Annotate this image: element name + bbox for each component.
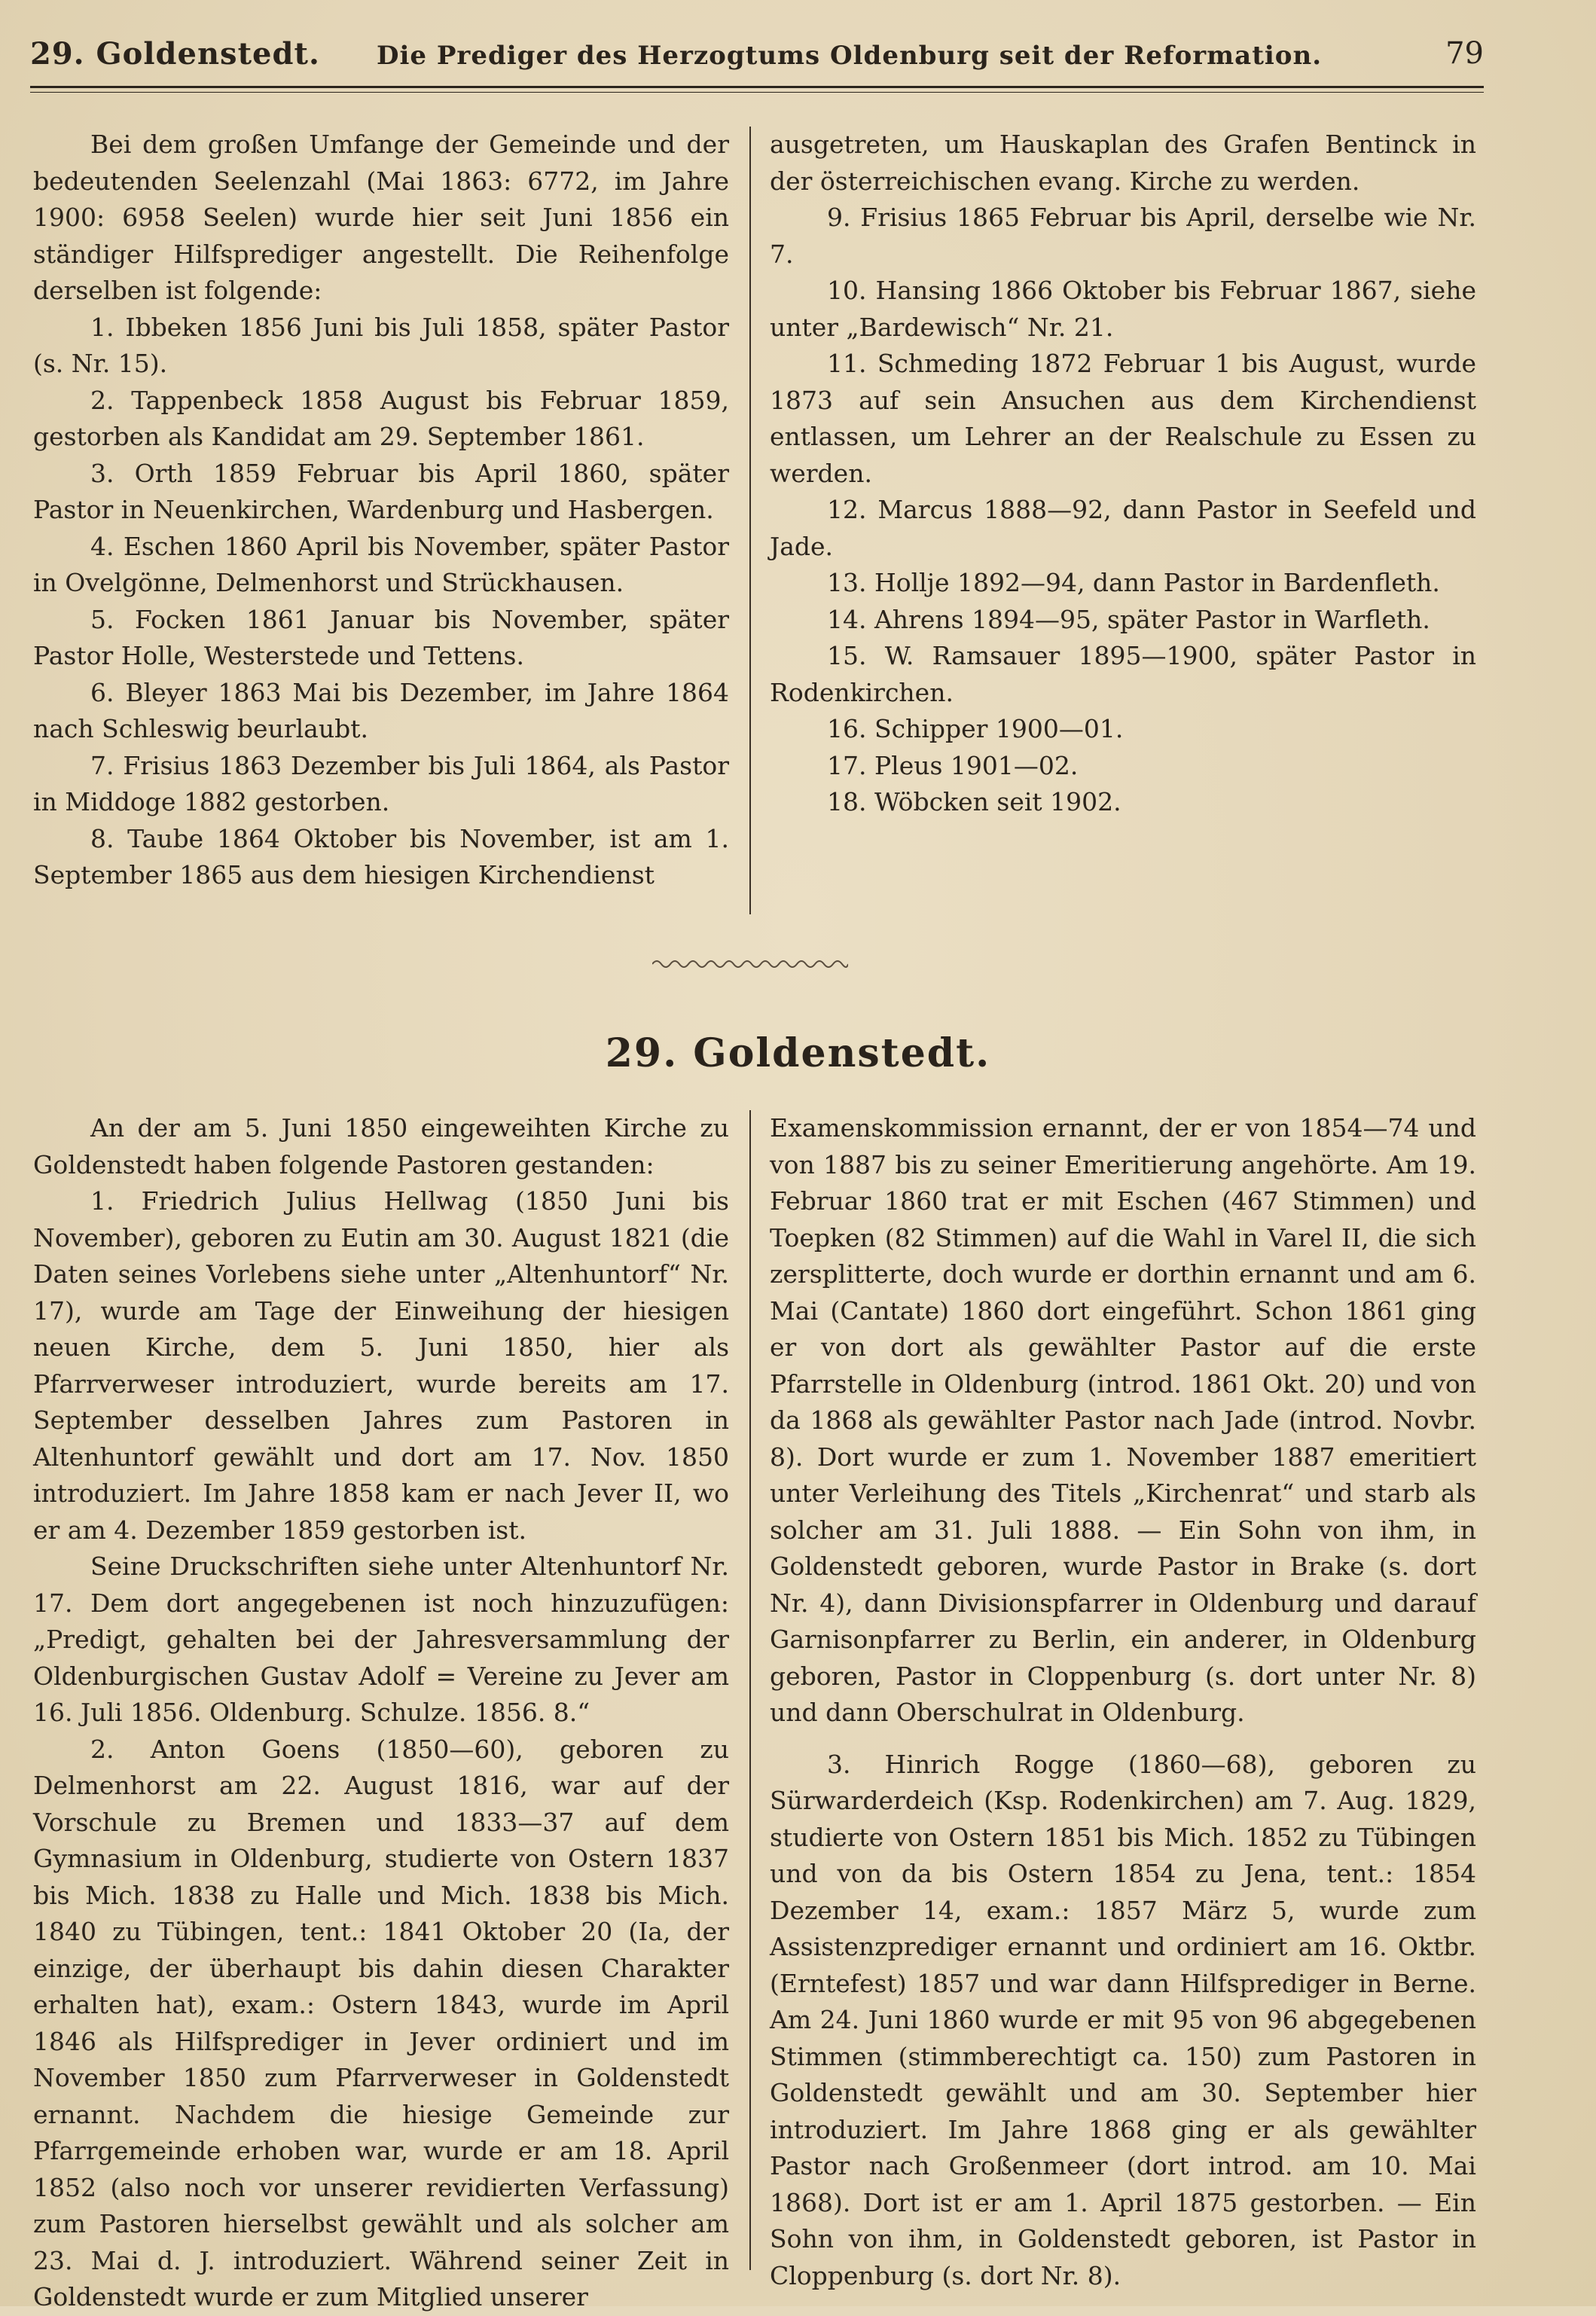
list-item: 4. Eschen 1860 April bis November, später Pastor in Ovelgönne, Delmenhorst und Strückhausen. (33, 531, 729, 597)
paragraph: Bei dem großen Umfange der Gemeinde und der bedeutenden Seelenzahl (Mai 1863: 6772, im Jahre 1900: 6958 Seelen) wurde hier seit Juni 1856 ein ständiger Hilfsprediger angestellt. Die Reihenfolge derselben ist folgende: (33, 130, 729, 305)
list-item: 8. Taube 1864 Oktober bis November, ist am 1. September 1865 aus dem hiesigen Kirchendienst (33, 823, 729, 889)
paragraph: 3. Hinrich Rogge (1860—68), geboren zu Sürwarderdeich (Ksp. Rodenkirchen) am 7. Aug. 1829, studierte von Ostern 1851 bis Mich. 1852 zu Tübingen und von da bis Ostern 1854 zu Jena, tent.: 1854 Dezember 14, exam.: 1857 März 5, wurde zum Assistenzprediger ernannt und ordiniert am 16. Oktbr. (Erntefest) 1857 und war dann Hilfsprediger in Berne. Am 24. Juni 1860 wurde er mit 95 von 96 abgegebenen Stimmen (stimmberechtigt ca. 150) zum Pastoren in Goldenstedt gewählt und am 30. September hier introduziert. Im Jahre 1868 ging er als gewählter Pastor nach Großenmeer (dort introd. am 10. Mai 1868). Dort ist er am 1. April 1875 gestorben. — Ein Sohn von ihm, in Goldenstedt geboren, ist Pastor in Cloppenburg (s. dort Nr. 8). (770, 1749, 1476, 2290)
top-right-column (770, 127, 1476, 821)
list-item: 14. Ahrens 1894—95, später Pastor in Warfleth. (827, 604, 1430, 634)
list-item: 12. Marcus 1888—92, dann Pastor in Seefeld und Jade. (770, 495, 1476, 561)
header-rule-thin (30, 92, 1484, 93)
list-item: 6. Bleyer 1863 Mai bis Dezember, im Jahre 1864 nach Schleswig beurlaubt. (33, 677, 729, 743)
list-item: 1. Ibbeken 1856 Juni bis Juli 1858, später Pastor (s. Nr. 15). (33, 312, 729, 378)
paragraph: Seine Druckschriften siehe unter Altenhuntorf Nr. 17. Dem dort angegebenen ist noch hinzuzufügen: „Predigt, gehalten bei der Jahresversammlung der Oldenburgischen Gustav Adolf = Vereine zu Jever am 16. Juli 1856. Oldenburg. Schulze. 1856. 8.“ (33, 1552, 729, 1727)
top-left-column (33, 127, 729, 894)
list-item: 7. Frisius 1863 Dezember bis Juli 1864, als Pastor in Middoge 1882 gestorben. (33, 750, 729, 816)
list-item: 9. Frisius 1865 Februar bis April, derselbe wie Nr. 7. (770, 203, 1476, 269)
header-book-title: Die Prediger des Herzogtums Oldenburg seit der Reformation. (377, 41, 1323, 71)
list-item: 18. Wöbcken seit 1902. (827, 787, 1121, 816)
list-item: 5. Focken 1861 Januar bis November, später Pastor Holle, Westerstede und Tettens. (33, 604, 729, 670)
bottom-right-column (770, 1110, 1476, 2294)
column-divider (749, 1110, 751, 2270)
list-item: 17. Pleus 1901—02. (827, 750, 1079, 780)
list-item: 11. Schmeding 1872 Februar 1 bis August, wurde 1873 auf sein Ansuchen aus dem Kirchendienst entlassen, um Lehrer an der Realschule zu Essen zu werden. (770, 349, 1476, 488)
paragraph: 1. Friedrich Julius Hellwag (1850 Juni bis November), geboren zu Eutin am 30. August 1821 (die Daten seines Vorlebens siehe unter „Altenhuntorf“ Nr. 17), wurde am Tage der Einweihung der hiesigen neuen Kirche, dem 5. Juni 1850, hier als Pfarrverweser introduziert, wurde bereits am 17. September desselben Jahres zum Pastoren in Altenhuntorf gewählt und dort am 17. Nov. 1850 introduziert. Im Jahre 1858 kam er nach Jever II, wo er am 4. Dezember 1859 gestorben ist. (33, 1186, 729, 1545)
paragraph: 2. Anton Goens (1850—60), geboren zu Delmenhorst am 22. August 1816, war auf der Vorschule zu Bremen und 1833—37 auf dem Gymnasium in Oldenburg, studierte von Ostern 1837 bis Mich. 1838 zu Halle und Mich. 1838 bis Mich. 1840 zu Tübingen, tent.: 1841 Oktober 20 (Ia, der einzige, der überhaupt bis dahin diesen Charakter erhalten hat), exam.: Ostern 1843, wurde im April 1846 als Hilfsprediger in Jever ordiniert und im November 1850 zum Pfarrverweser in Goldenstedt ernannt. Nachdem die hiesige Gemeinde zur Pfarrgemeinde erhoben war, wurde er am 18. April 1852 (also noch vor unserer revidierten Verfassung) zum Pastoren hierselbst gewählt und als solcher am 23. Mai d. J. introduziert. Während seiner Zeit in Goldenstedt wurde er zum Mitglied unserer (33, 1734, 729, 2311)
bottom-left-column (33, 1110, 729, 2316)
list-item: 10. Hansing 1866 Oktober bis Februar 1867, siehe unter „Bardewisch“ Nr. 21. (770, 276, 1476, 342)
running-header (30, 36, 1484, 81)
paragraph: ausgetreten, um Hauskaplan des Grafen Bentinck in der österreichischen evang. Kirche zu werden. (770, 130, 1476, 196)
header-rule (30, 86, 1484, 88)
section-heading: 29. Goldenstedt. (605, 1030, 991, 1076)
ornament-divider (652, 955, 848, 973)
list-item: 2. Tappenbeck 1858 August bis Februar 1859, gestorben als Kandidat am 29. September 1861. (33, 385, 729, 451)
column-divider (749, 127, 751, 914)
list-item: 3. Orth 1859 Februar bis April 1860, später Pastor in Neuenkirchen, Wardenburg und Hasbergen. (33, 458, 729, 524)
header-section-title: 29. Goldenstedt. (30, 36, 320, 72)
paragraph: An der am 5. Juni 1850 eingeweihten Kirche zu Goldenstedt haben folgende Pastoren gestanden: (33, 1113, 729, 1179)
list-item: 16. Schipper 1900—01. (827, 714, 1124, 743)
list-item: 15. W. Ramsauer 1895—1900, später Pastor in Rodenkirchen. (770, 641, 1476, 707)
list-item: 13. Hollje 1892—94, dann Pastor in Bardenfleth. (827, 568, 1440, 597)
page-number: 79 (1445, 36, 1484, 71)
paragraph: Examenskommission ernannt, der er von 1854—74 und von 1887 bis zu seiner Emeritierung angehörte. Am 19. Februar 1860 trat er mit Eschen (467 Stimmen) und Toepken (82 Stimmen) auf die Wahl in Varel II, die sich zersplitterte, doch wurde er dorthin ernannt und am 6. Mai (Cantate) 1860 dort eingeführt. Schon 1861 ging er von dort als gewählter Pastor auf die erste Pfarrstelle in Oldenburg (introd. 1861 Okt. 20) und von da 1868 als gewählter Pastor nach Jade (introd. Novbr. 8). Dort wurde er zum 1. November 1887 emeritiert unter Verleihung des Titels „Kirchenrat“ und starb als solcher am 31. Juli 1888. — Ein Sohn von ihm, in Goldenstedt geboren, wurde Pastor in Brake (s. dort Nr. 4), dann Divisionspfarrer in Oldenburg und darauf Garnisonpfarrer zu Berlin, ein anderer, in Oldenburg geboren, Pastor in Cloppenburg (s. dort unter Nr. 8) und dann Oberschulrat in Oldenburg. (770, 1113, 1476, 1727)
